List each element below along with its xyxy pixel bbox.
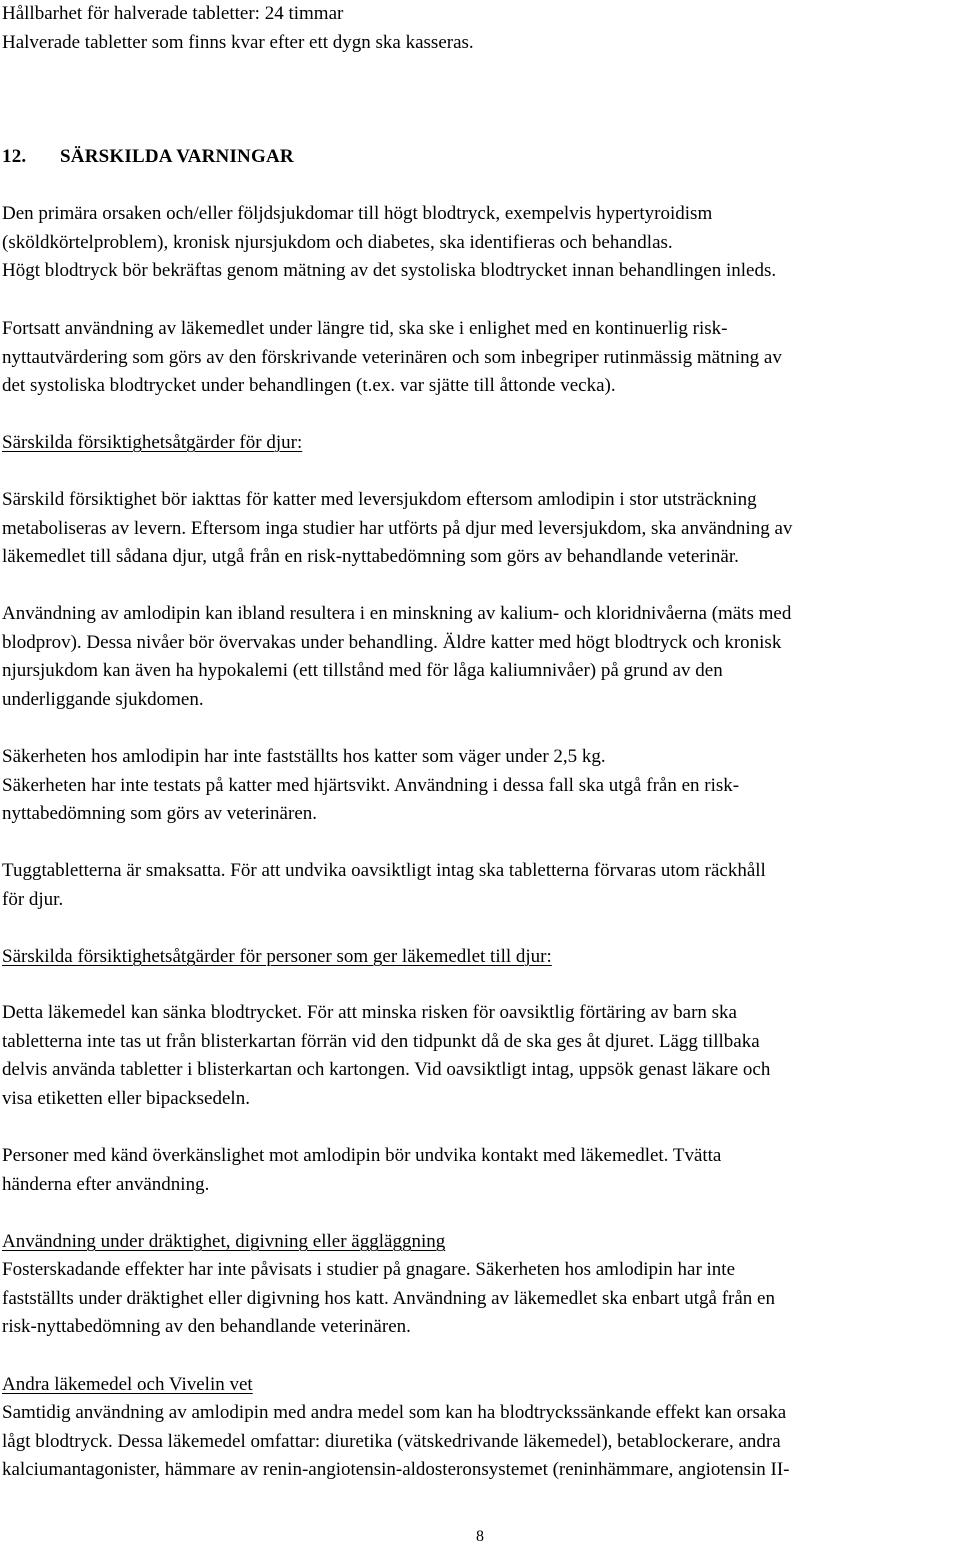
- paragraph-line: risk-nyttabedömning av den behandlande veterinären.: [2, 1316, 411, 1338]
- paragraph-line: Särskild försiktighet bör iakttas för katter med leversjukdom eftersom amlodipin i stor utsträckning: [2, 489, 757, 510]
- paragraph-line: Den primära orsaken och/eller följdsjukdomar till högt blodtryck, exempelvis hypertyroidism: [2, 203, 713, 224]
- paragraph-line: Samtidig användning av amlodipin med andra medel som kan ha blodtryckssänkande effekt kan orsaka: [2, 1402, 787, 1423]
- paragraph-line: delvis använda tabletter i blisterkartan och kartongen. Vid oavsiktligt intag, uppsök genast läkare och: [2, 1059, 771, 1081]
- paragraph-line: händerna efter användning.: [2, 1173, 210, 1195]
- paragraph-line: Fosterskadande effekter har inte påvisats i studier på gnagare. Säkerheten hos amlodipin har inte: [2, 1259, 736, 1280]
- subheading: Användning under dräktighet, digivning eller äggläggning: [2, 1231, 446, 1252]
- paragraph-line: Säkerheten hos amlodipin har inte fastställts hos katter som väger under 2,5 kg.: [2, 746, 606, 767]
- paragraph-line: blodprov). Dessa nivåer bör övervakas under behandling. Äldre katter med högt blodtryck och kronisk: [2, 631, 782, 653]
- section-heading: [2, 143, 294, 172]
- subheading: Särskilda försiktighetsåtgärder för djur:: [2, 432, 303, 453]
- section-number: 12.: [2, 146, 27, 167]
- paragraph-line: metaboliseras av levern. Eftersom inga studier har utförts på djur med leversjukdom, ska användning av: [2, 517, 793, 539]
- paragraph-line: Fortsatt användning av läkemedlet under längre tid, ska ske i enlighet med en kontinuerlig risk-: [2, 318, 728, 339]
- paragraph-line: Hållbarhet för halverade tabletter: 24 timmar: [2, 3, 344, 24]
- subheading: Särskilda försiktighetsåtgärder för personer som ger läkemedlet till djur:: [2, 946, 552, 967]
- paragraph-line: njursjukdom kan även ha hypokalemi (ett tillstånd med för låga kaliumnivåer) på grund av den: [2, 660, 723, 682]
- paragraph-line: Halverade tabletter som finns kvar efter ett dygn ska kasseras.: [2, 31, 474, 53]
- paragraph-line: läkemedlet till sådana djur, utgå från en risk-nyttabedömning som görs av behandlande veterinär.: [2, 546, 739, 568]
- paragraph-line: det systoliska blodtrycket under behandlingen (t.ex. var sjätte till åttonde vecka).: [2, 375, 616, 397]
- paragraph-line: (sköldkörtelproblem), kronisk njursjukdom och diabetes, ska identifieras och behandlas.: [2, 231, 673, 253]
- paragraph-line: tabletterna inte tas ut från blisterkartan förrän vid den tidpunkt då de ska ges åt djuret. Lägg tillbaka: [2, 1030, 760, 1052]
- paragraph-line: kalciumantagonister, hämmare av renin-angiotensin-aldosteronsystemet (reninhämmare, angiotensin II-: [2, 1459, 790, 1481]
- paragraph-line: Detta läkemedel kan sänka blodtrycket. För att minska risken för oavsiktlig förtäring av barn ska: [2, 1002, 737, 1023]
- paragraph-line: lågt blodtryck. Dessa läkemedel omfattar: diuretika (vätskedrivande läkemedel), betablockerare, andra: [2, 1430, 781, 1452]
- paragraph-line: Personer med känd överkänslighet mot amlodipin bör undvika kontakt med läkemedlet. Tvätta: [2, 1145, 722, 1166]
- paragraph-line: underliggande sjukdomen.: [2, 688, 204, 710]
- paragraph-line: Användning av amlodipin kan ibland resultera i en minskning av kalium- och kloridnivåerna (mäts med: [2, 603, 792, 624]
- paragraph-line: för djur.: [2, 888, 64, 910]
- paragraph-line: Högt blodtryck bör bekräftas genom mätning av det systoliska blodtrycket innan behandlingen inleds.: [2, 260, 777, 282]
- section-title: SÄRSKILDA VARNINGAR: [60, 146, 294, 167]
- page-number: 8: [476, 1528, 484, 1545]
- paragraph-line: Tuggtabletterna är smaksatta. För att undvika oavsiktligt intag ska tabletterna förvaras utom räckhåll: [2, 860, 766, 881]
- paragraph-line: nyttautvärdering som görs av den förskrivande veterinären och som inbegriper rutinmässig mätning av: [2, 346, 782, 368]
- paragraph-line: visa etiketten eller bipacksedeln.: [2, 1087, 250, 1109]
- paragraph-line: nyttabedömning som görs av veterinären.: [2, 803, 318, 825]
- subheading: Andra läkemedel och Vivelin vet: [2, 1374, 253, 1395]
- paragraph-line: fastställts under dräktighet eller digivning hos katt. Användning av läkemedlet ska enbart utgå från en: [2, 1287, 775, 1309]
- paragraph-line: Säkerheten har inte testats på katter med hjärtsvikt. Användning i dessa fall ska utgå från en risk-: [2, 774, 740, 796]
